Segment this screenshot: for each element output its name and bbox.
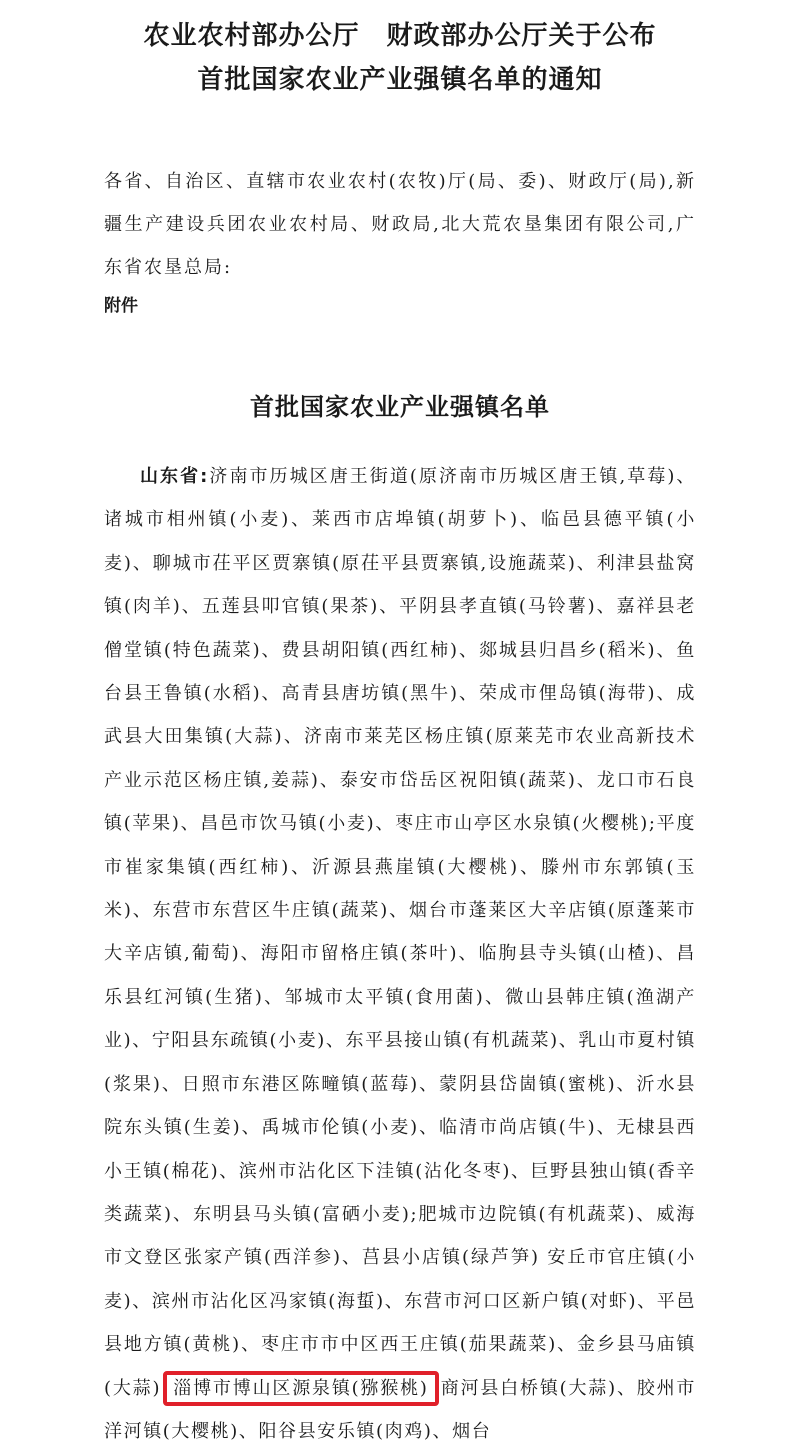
town-list-text-after: 商河县白桥镇(大蒜)、胶州市洋河镇(大樱桃)、阳谷县安乐镇(肉鸡)、烟台 bbox=[104, 1377, 696, 1442]
notice-title-line-2: 首批国家农业产业强镇名单的通知 bbox=[197, 65, 603, 95]
highlighted-town: 淄博市博山区源泉镇(猕猴桃) bbox=[163, 1371, 438, 1406]
attachment-label: 附件 bbox=[104, 296, 138, 316]
notice-title bbox=[104, 0, 696, 102]
addressee-paragraph: 各省、自治区、直辖市农业农村(农牧)厅(局、委)、财政厅(局),新疆生产建设兵团农业农村局、财政局,北大荒农垦集团有限公司,广东省农垦总局: bbox=[104, 171, 696, 278]
town-list-text-before: 济南市历城区唐王街道(原济南市历城区唐王镇,草莓)、诸城市相州镇(小麦)、莱西市店埠镇(胡萝卜)、临邑县德平镇(小麦)、聊城市茌平区贾寨镇(原茌平县贾寨镇,设施蔬菜)、利津县盐窝镇(肉羊)、五莲县叩官镇(果茶)、平阴县孝直镇(马铃薯)、嘉祥县老僧堂镇(特色蔬菜)、费县胡阳镇(西红柿)、郯城县归昌乡(稻米)、鱼台县王鲁镇(水稻)、高青县唐坊镇(黑牛)、荣成市俚岛镇(海带)、成武县大田集镇(大蒜)、济南市莱芜区杨庄镇(原莱芜市农业高新技术产业示范区杨庄镇,姜蒜)、泰安市岱岳区祝阳镇(蔬菜)、龙口市石良镇(苹果)、昌邑市饮马镇(小麦)、枣庄市山亭区水泉镇(火樱桃);平度市崔家集镇(西红柿)、沂源县燕崖镇(大樱桃)、滕州市东郭镇(玉米)、东营市东营区牛庄镇(蔬菜)、烟台市蓬莱区大辛店镇(原蓬莱市大辛店镇,葡萄)、海阳市留格庄镇(茶叶)、临朐县寺头镇(山楂)、昌乐县红河镇(生猪)、邹城市太平镇(食用菌)、微山县韩庄镇(渔湖产业)、宁阳县东疏镇(小麦)、东平县接山镇(有机蔬菜)、乳山市夏村镇(浆果)、日照市东港区陈疃镇(蓝莓)、蒙阴县岱崮镇(蜜桃)、沂水县院东头镇(生姜)、禹城市伦镇(小麦)、临清市尚店镇(牛)、无棣县西小王镇(棉花)、滨州市沾化区下洼镇(沾化冬枣)、巨野县独山镇(香辛类蔬菜)、东明县马头镇(富硒小麦);肥城市边院镇(有机蔬菜)、威海市文登区张家产镇(西洋参)、莒县小店镇(绿芦笋) 安丘市官庄镇(小麦)、滨州市沾化区冯家镇(海蜇)、东营市河口区新户镇(对虾)、平邑县地方镇(黄桃)、枣庄市市中区西王庄镇(茄果蔬菜)、金乡县马庙镇(大蒜) bbox=[104, 466, 696, 1399]
province-label: 山东省: bbox=[140, 466, 209, 487]
notice-title-line-1: 农业农村部办公厅 财政部办公厅关于公布 bbox=[143, 21, 657, 51]
town-list-paragraph bbox=[104, 455, 696, 1453]
list-title: 首批国家农业产业强镇名单 bbox=[250, 393, 550, 421]
